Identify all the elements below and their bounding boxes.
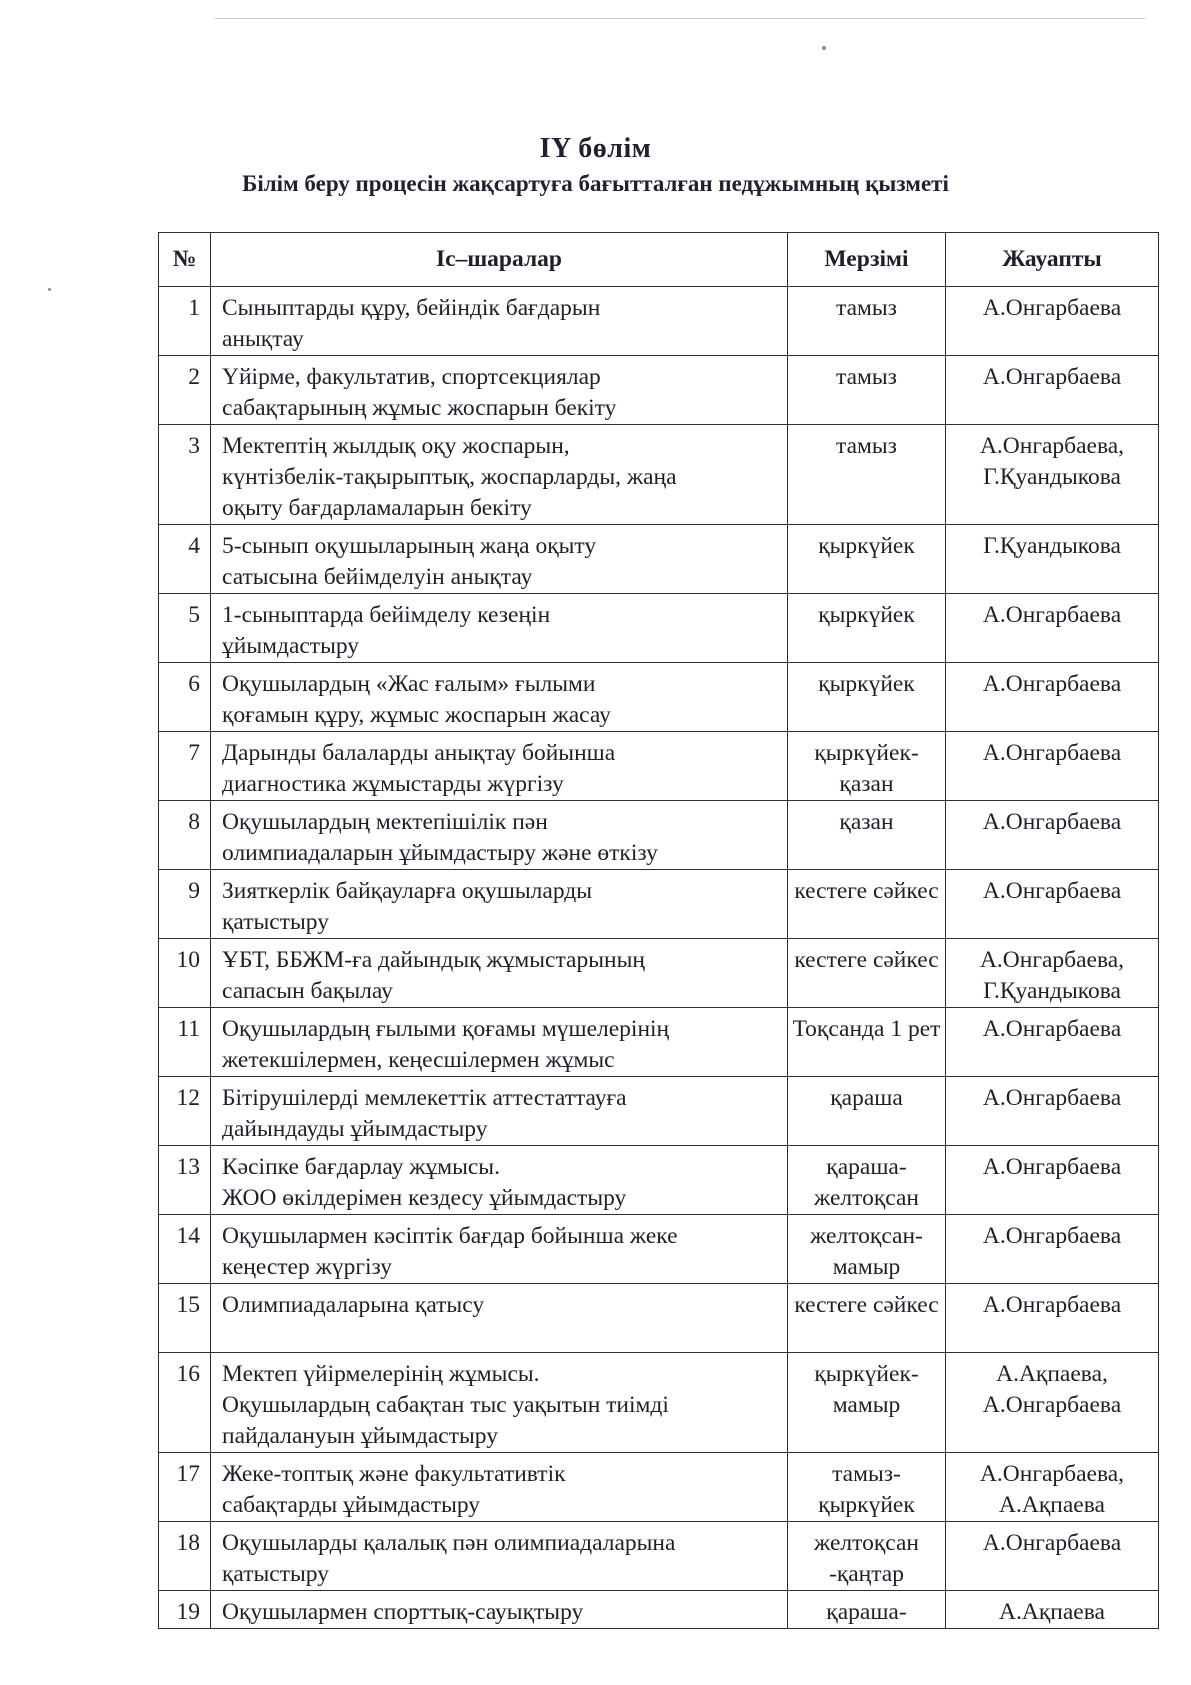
row-responsible: А.Онгарбаева	[946, 356, 1159, 425]
row-number: 5	[159, 594, 211, 663]
row-term: қыркүйек- қазан	[788, 732, 946, 801]
row-activity	[211, 801, 788, 870]
activity-line: Бітірушілерді мемлекеттік аттестаттауға	[222, 1085, 627, 1111]
row-responsible: Г.Қуандыкова	[946, 525, 1159, 594]
row-activity	[211, 425, 788, 525]
row-responsible: А.Онгарбаева	[946, 870, 1159, 939]
row-number: 13	[159, 1146, 211, 1215]
row-number: 4	[159, 525, 211, 594]
row-activity	[211, 594, 788, 663]
row-responsible: А.Онгарбаева	[946, 1215, 1159, 1284]
table-row	[159, 1077, 1159, 1146]
table-row	[159, 1591, 1159, 1629]
table-row	[159, 356, 1159, 425]
table-row	[159, 870, 1159, 939]
row-term: тамыз	[788, 287, 946, 356]
activity-line: Оқушыларды қалалық пән олимпиадаларына	[222, 1530, 676, 1556]
row-responsible: А.Онгарбаева	[946, 594, 1159, 663]
activity-line: ЖОО өкілдерімен кездесу ұйымдастыру	[222, 1185, 627, 1211]
activity-line: сабақтарды ұйымдастыру	[222, 1492, 481, 1518]
activity-line: 5-сынып оқушыларының жаңа оқыту	[222, 533, 597, 559]
header-responsible: Жауапты	[946, 233, 1159, 287]
row-number: 16	[159, 1353, 211, 1453]
table-row	[159, 801, 1159, 870]
row-term: қараша- желтоқсан	[788, 1146, 946, 1215]
activity-line: пайдалануын ұйымдастыру	[222, 1423, 498, 1449]
row-number: 2	[159, 356, 211, 425]
table-row	[159, 594, 1159, 663]
activity-line: Оқушылардың мектепішілік пән	[222, 809, 548, 835]
row-number: 1	[159, 287, 211, 356]
row-responsible: А.Онгарбаева	[946, 1008, 1159, 1077]
activity-line: ҰБТ, ББЖМ-ға дайындық жұмыстарының	[222, 947, 645, 973]
activity-line: қатыстыру	[222, 1561, 329, 1587]
row-term: тамыз	[788, 425, 946, 525]
table-row	[159, 525, 1159, 594]
table-row	[159, 1353, 1159, 1453]
table-row	[159, 1453, 1159, 1522]
activity-line: диагностика жұмыстарды жүргізу	[222, 771, 564, 797]
row-term: қыркүйек	[788, 525, 946, 594]
table-body	[159, 287, 1159, 1629]
row-activity	[211, 1284, 788, 1353]
row-responsible: А.Онгарбаева	[946, 1522, 1159, 1591]
row-responsible: А.Онгарбаева	[946, 1284, 1159, 1353]
table-row	[159, 663, 1159, 732]
activity-line: Оқушылармен спорттық-сауықтыру	[222, 1599, 584, 1625]
activity-line: 1-сыныптарда бейімделу кезеңін	[222, 602, 551, 628]
row-activity	[211, 663, 788, 732]
row-term: қараша-	[788, 1591, 946, 1629]
activity-line: Кәсіпке бағдарлау жұмысы.	[222, 1154, 500, 1180]
table-header-row	[159, 233, 1159, 287]
activity-line: Оқушылардың ғылыми қоғамы мүшелерінің	[222, 1016, 670, 1042]
row-responsible: А.Онгарбаева, Г.Қуандыкова	[946, 425, 1159, 525]
activity-line: сапасын бақылау	[222, 978, 393, 1004]
activity-line: Зияткерлік байқауларға оқушыларды	[222, 878, 593, 904]
row-responsible: А.Онгарбаева	[946, 801, 1159, 870]
table-row	[159, 1284, 1159, 1353]
activity-line: оқыту бағдарламаларын бекіту	[222, 495, 532, 521]
section-subtitle: Білім беру процесін жақсартуға бағытталған педұжымның қызметі	[242, 171, 949, 196]
row-number: 10	[159, 939, 211, 1008]
row-activity	[211, 1353, 788, 1453]
row-term: желтоқсан -қаңтар	[788, 1522, 946, 1591]
table-row	[159, 939, 1159, 1008]
activity-line: сабақтарының жұмыс жоспарын бекіту	[222, 395, 617, 421]
activity-line: қатыстыру	[222, 909, 329, 935]
activity-line: жетекшілермен, кеңесшілермен жұмыс	[222, 1047, 615, 1073]
section-title: IY бөлім	[539, 133, 652, 164]
row-activity	[211, 525, 788, 594]
activity-line: Жеке-топтық және факультативтік	[222, 1461, 566, 1487]
header-activity: Іс–шаралар	[211, 233, 788, 287]
row-term: қыркүйек	[788, 663, 946, 732]
activity-line: Оқушылардың сабақтан тыс уақытын тиімді	[222, 1392, 669, 1418]
scan-speck	[48, 288, 51, 291]
table-row	[159, 425, 1159, 525]
header-term: Мерзімі	[788, 233, 946, 287]
row-activity	[211, 1522, 788, 1591]
row-responsible: А.Онгарбаева, А.Ақпаева	[946, 1453, 1159, 1522]
row-term: қазан	[788, 801, 946, 870]
scan-edge-line	[215, 18, 1145, 19]
header-number: №	[159, 233, 211, 287]
table-row	[159, 1008, 1159, 1077]
activity-line: Оқушылармен кәсіптік бағдар бойынша жеке	[222, 1223, 678, 1249]
activity-line: Сыныптарды құру, бейіндік бағдарын	[222, 295, 601, 321]
row-responsible: А.Онгарбаева	[946, 287, 1159, 356]
row-number: 8	[159, 801, 211, 870]
activity-line: Мектептің жылдық оқу жоспарын,	[222, 433, 570, 459]
row-term: қыркүйек- мамыр	[788, 1353, 946, 1453]
table-row	[159, 1215, 1159, 1284]
activity-line: қоғамын құру, жұмыс жоспарын жасау	[222, 702, 611, 728]
activity-line: күнтізбелік-тақырыптық, жоспарларды, жаңа	[222, 464, 677, 490]
table-row	[159, 1522, 1159, 1591]
activity-line: кеңестер жүргізу	[222, 1254, 393, 1280]
activity-line: анықтау	[222, 326, 304, 352]
row-number: 6	[159, 663, 211, 732]
activity-line: ұйымдастыру	[222, 633, 360, 659]
row-responsible: А.Ақпаева, А.Онгарбаева	[946, 1353, 1159, 1453]
row-responsible: А.Онгарбаева	[946, 1146, 1159, 1215]
row-term: тамыз- қыркүйек	[788, 1453, 946, 1522]
row-responsible: А.Онгарбаева	[946, 663, 1159, 732]
row-activity	[211, 287, 788, 356]
row-term: кестеге сәйкес	[788, 939, 946, 1008]
row-activity	[211, 939, 788, 1008]
row-term: кестеге сәйкес	[788, 870, 946, 939]
table-row	[159, 732, 1159, 801]
row-activity	[211, 1146, 788, 1215]
row-number: 14	[159, 1215, 211, 1284]
activity-line: Үйірме, факультатив, спортсекциялар	[222, 364, 601, 390]
activity-line: Олимпиадаларына қатысу	[222, 1292, 485, 1318]
table-row	[159, 1146, 1159, 1215]
activity-line: Мектеп үйірмелерінің жұмысы.	[222, 1361, 540, 1387]
row-number: 9	[159, 870, 211, 939]
row-term: Тоқсанда 1 рет	[788, 1008, 946, 1077]
row-term: қараша	[788, 1077, 946, 1146]
row-term: желтоқсан- мамыр	[788, 1215, 946, 1284]
activity-line: олимпиадаларын ұйымдастыру және өткізу	[222, 840, 658, 866]
row-activity	[211, 1591, 788, 1629]
row-responsible: А.Ақпаева	[946, 1591, 1159, 1629]
row-activity	[211, 356, 788, 425]
row-number: 15	[159, 1284, 211, 1353]
row-number: 17	[159, 1453, 211, 1522]
row-number: 19	[159, 1591, 211, 1629]
row-activity	[211, 1215, 788, 1284]
row-term: тамыз	[788, 356, 946, 425]
row-responsible: А.Онгарбаева	[946, 1077, 1159, 1146]
activity-line: Дарынды балаларды анықтау бойынша	[222, 740, 616, 766]
row-number: 7	[159, 732, 211, 801]
row-term: кестеге сәйкес	[788, 1284, 946, 1353]
activity-line: Оқушылардың «Жас ғалым» ғылыми	[222, 671, 596, 697]
row-responsible: А.Онгарбаева, Г.Қуандыкова	[946, 939, 1159, 1008]
row-activity	[211, 1008, 788, 1077]
row-number: 3	[159, 425, 211, 525]
row-activity	[211, 870, 788, 939]
row-responsible: А.Онгарбаева	[946, 732, 1159, 801]
row-number: 12	[159, 1077, 211, 1146]
activity-plan-table	[158, 232, 1159, 1629]
row-activity	[211, 1453, 788, 1522]
activity-line: сатысына бейімделуін анықтау	[222, 564, 533, 590]
row-number: 18	[159, 1522, 211, 1591]
scan-speck	[822, 46, 826, 50]
activity-line: дайындауды ұйымдастыру	[222, 1116, 488, 1142]
row-number: 11	[159, 1008, 211, 1077]
row-activity	[211, 732, 788, 801]
row-term: қыркүйек	[788, 594, 946, 663]
table-row	[159, 287, 1159, 356]
row-activity	[211, 1077, 788, 1146]
